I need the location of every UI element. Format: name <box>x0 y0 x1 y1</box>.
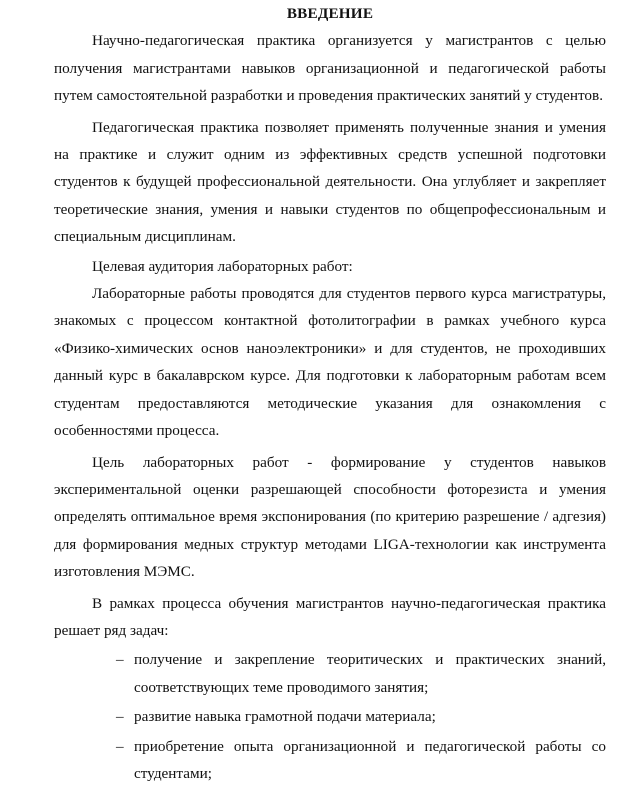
paragraph-3: Целевая аудитория лабораторных работ: <box>92 257 353 275</box>
paragraph-6: В рамках процесса обучения магистрантов научно-педагогическая практика решает ряд задач: <box>54 594 606 639</box>
list-item-text: приобретение опыта организационной и педагогической работы со студентами; <box>134 737 606 782</box>
list-dash: – <box>116 651 124 669</box>
task-list <box>54 646 606 787</box>
list-item <box>54 646 606 701</box>
list-item-text: получение и закрепление теоритических и практических знаний, соответствующих теме проводимого занятия; <box>134 651 606 696</box>
paragraph-1: Научно-педагогическая практика организуется у магистрантов с целью получения магистрантами навыков организационной и педагогической работы путем самостоятельной разработки и проведения практических занятий у студентов. <box>54 32 606 105</box>
paragraph-2: Педагогическая практика позволяет применять полученные знания и умения на практике и служит одним из эффективных средств успешной подготовки студентов к будущей профессиональной деятельности. Она углубляет и закрепляет теоретические знания, умения и навыки студентов по общепрофессиональным и специальным дисциплинам. <box>54 118 606 246</box>
paragraph-4: Лабораторные работы проводятся для студентов первого курса магистратуры, знакомых с процессом контактной фотолитографии в рамках учебного курса «Физико-химических основ наноэлектроники» и для студентов, не проходивших данный курс в бакалаврском курсе. Для подготовки к лабораторным работам всем студентам предоставляются методические указания для ознакомления с особенностями процесса. <box>54 285 606 440</box>
list-item <box>54 733 606 788</box>
document-title: ВВЕДЕНИЕ <box>286 5 374 22</box>
list-item-text: развитие навыка грамотной подачи материала; <box>134 708 436 726</box>
list-dash: – <box>116 708 124 726</box>
paragraph-5: Цель лабораторных работ - формирование у студентов навыков экспериментальной оценки разрешающей способности фоторезиста и умения определять оптимальное время экспонирования (по критерию разрешение / адгезия) для формирования медных структур методами LIGA-технологии как инструмента изготовления МЭМС. <box>54 453 606 581</box>
list-item <box>54 703 606 730</box>
list-dash: – <box>116 737 124 755</box>
